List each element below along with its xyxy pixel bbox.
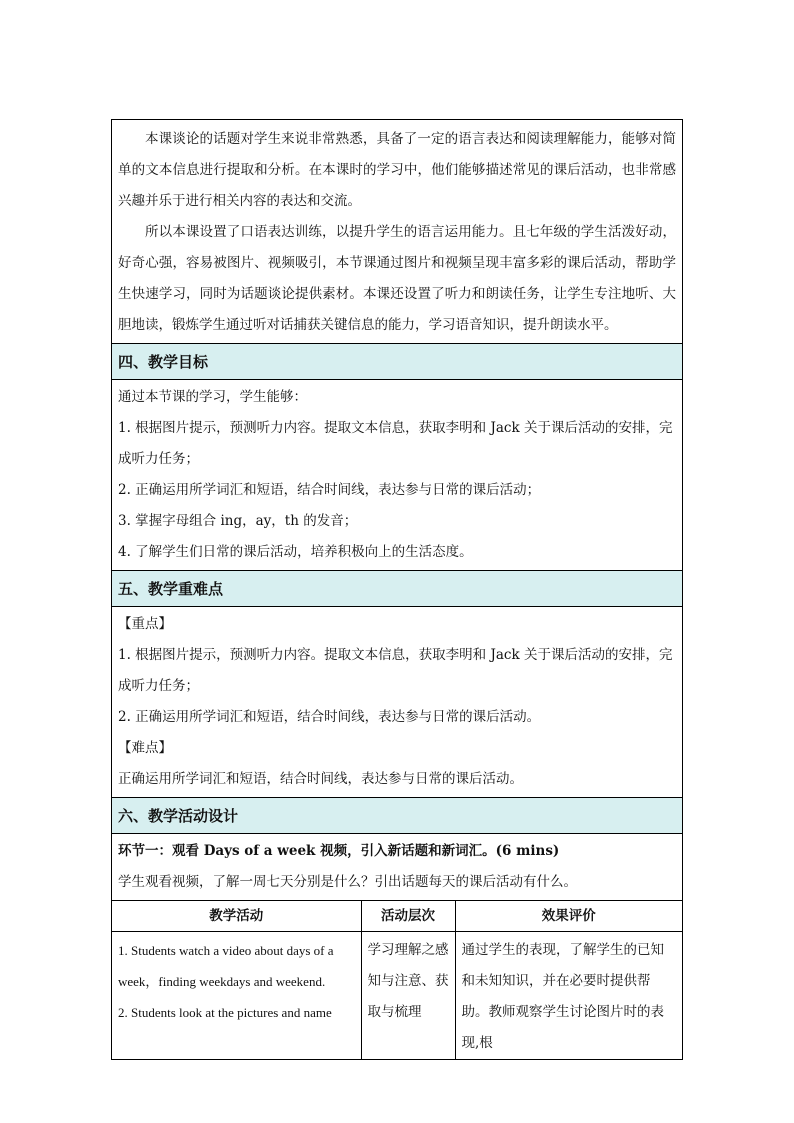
key-points-cell <box>111 607 683 798</box>
step1-desc: 学生观看视频，了解一周七天分别是什么？引出话题每天的课后活动有什么。 <box>118 874 577 890</box>
objectives-lead: 通过本节课的学习，学生能够： <box>118 389 307 405</box>
header-evaluation: 效果评价 <box>455 901 682 932</box>
key-item: 1. 根据图片提示，预测听力内容。提取文本信息，获取李明和 Jack 关于课后活动的安排，完成听力任务； <box>118 647 673 694</box>
objective-item: 4. 了解学生们日常的课后活动，培养积极向上的生活态度。 <box>118 544 473 560</box>
difficult-text: 正确运用所学词汇和短语，结合时间线，表达参与日常的课后活动。 <box>118 771 523 787</box>
table-header-row <box>112 901 682 932</box>
key-label: 【重点】 <box>118 616 172 632</box>
step1-cell <box>111 834 683 901</box>
objective-item: 2. 正确运用所学词汇和短语，结合时间线，表达参与日常的课后活动； <box>118 482 541 498</box>
section-heading-objectives: 四、教学目标 <box>111 344 683 380</box>
section-heading-key-points: 五、教学重难点 <box>111 571 683 607</box>
objective-item: 1. 根据图片提示，预测听力内容。提取文本信息，获取李明和 Jack 关于课后活动的安排，完成听力任务； <box>118 420 673 467</box>
intro-paragraph: 本课谈论的话题对学生来说非常熟悉，具备了一定的语言表达和阅读理解能力，能够对简单的文本信息进行提取和分析。在本课时的学习中，他们能够描述常见的课后活动，也非常感兴趣并乐于进行相关内容的表达和交流。 <box>118 131 676 209</box>
objective-item: 3. 掌握字母组合 ing，ay，th 的发音； <box>118 513 358 529</box>
lesson-plan-document <box>111 119 683 1060</box>
intro-paragraph: 所以本课设置了口语表达训练，以提升学生的语言运用能力。且七年级的学生活泼好动，好奇心强，容易被图片、视频吸引，本节课通过图片和视频呈现丰富多彩的课后活动，帮助学生快速学习，同时为话题谈论提供素材。本课还设置了听力和朗读任务，让学生专注地听、大胆地读，锻炼学生通过听对话捕获关键信息的能力，学习语音知识，提升朗读水平。 <box>118 224 676 333</box>
table-row <box>112 932 682 1060</box>
objectives-cell <box>111 380 683 571</box>
student-analysis-cell <box>111 120 683 344</box>
evaluation-cell: 通过学生的表现，了解学生的已知和未知知识，并在必要时提供帮助。教师观察学生讨论图片时的表现,根 <box>461 942 664 1051</box>
difficult-label: 【难点】 <box>118 740 172 756</box>
activity-item: 2. Students look at the pictures and name <box>118 1005 332 1020</box>
activity-table-wrapper <box>111 901 683 1060</box>
section-heading-activities: 六、教学活动设计 <box>111 798 683 834</box>
activity-table <box>112 901 682 1059</box>
header-activity-level: 活动层次 <box>361 901 455 932</box>
level-cell: 学习理解之感知与注意、获取与梳理 <box>361 932 455 1060</box>
step1-title: 环节一：观看 Days of a week 视频，引入新话题和新词汇。(6 mins) <box>118 843 560 859</box>
activity-cell <box>112 932 361 1060</box>
activity-item: 1. Students watch a video about days of a week，finding weekdays and weekend. <box>118 943 334 989</box>
header-teaching-activity: 教学活动 <box>112 901 361 932</box>
key-item: 2. 正确运用所学词汇和短语，结合时间线，表达参与日常的课后活动。 <box>118 709 541 725</box>
